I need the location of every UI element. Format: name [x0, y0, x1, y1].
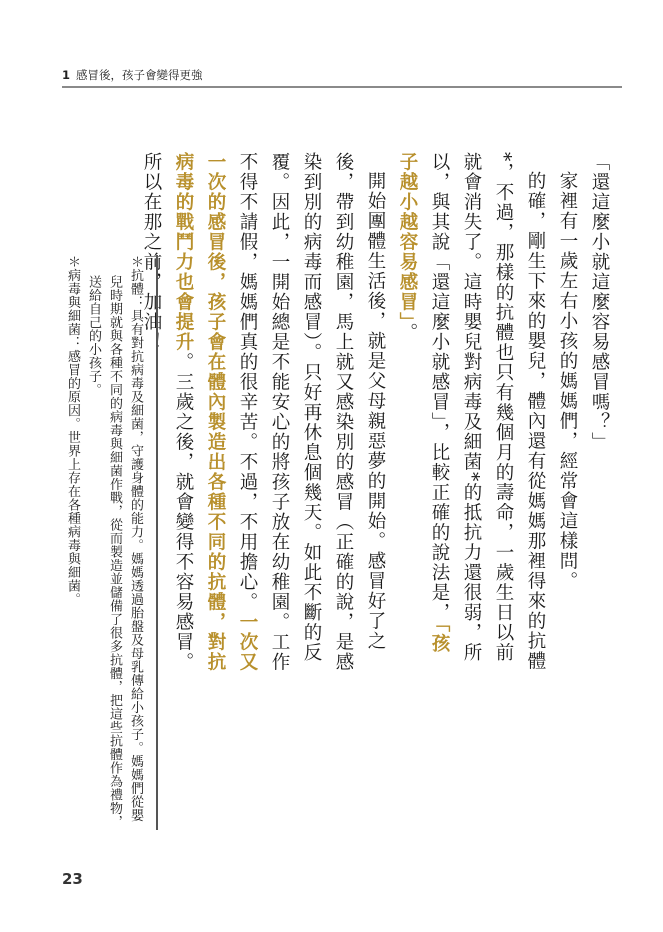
paragraph-2-end: 。: [397, 322, 418, 343]
paragraph-2-part-1: 的確，剛生下來的嬰兒，體內還有從媽媽那裡得來的抗體: [525, 170, 546, 671]
opening-quote: 「還這麼小就這麼容易感冒嗎？」: [589, 152, 610, 452]
chapter-number: 1: [62, 68, 71, 82]
footnote-text: ：具有對抗病毒及細菌，守護身體的能力。媽媽透過胎盤及母乳傳給小孩子。媽媽們從嬰兒時期就與各種不同的病毒與細菌作戰，從而製造並儲備了很多抗體，把這些抗體作為禮物，送給自己的小孩子。: [86, 274, 143, 828]
running-header: [62, 67, 203, 83]
page-number: 23: [62, 870, 83, 888]
paragraph-1: 家裡有一歲左右小孩的媽媽們，經常會這樣問。: [557, 170, 578, 591]
highlight-younger-more-colds: 「孩子越小越容易感冒」: [397, 152, 450, 654]
paragraph-3-part-1: 開始團體生活後，就是父母親惡夢的開始。感冒好了之後，帶到幼稚園，馬上就又感染別的感冒（正確的說，是感染到別的病毒而感冒）。只好再休息個幾天。如此不斷的反覆。因此，一開始總是不能安心的將孩子放在幼稚園。工作不得不請假，媽媽們真的很辛苦。不過，不用擔心。: [237, 152, 386, 672]
main-text: [135, 152, 615, 672]
footnote-term: 病毒與細菌: [65, 268, 80, 336]
footnote-mark: ＊: [65, 255, 80, 269]
header-divider: [62, 86, 622, 88]
paragraph-3-end: 。三歲之後，就會變得不容易感冒。所以在那之前，加油！: [141, 152, 194, 672]
highlight-antibodies-built: 一次又一次的感冒後，孩子會在體內製造出各種不同的抗體，對抗病毒的戰鬥力也會提升: [173, 152, 258, 672]
footnote-mark: ＊: [128, 255, 143, 269]
paragraph-3: [135, 152, 391, 672]
footnote-marker-virus: *: [461, 472, 482, 483]
footnotes: [60, 255, 158, 830]
footnote-virus-bacteria: [62, 255, 83, 830]
chapter-title: 感冒後，孩子會變得更強: [76, 68, 203, 82]
paragraph-2-part-3: 的抵抗力還很弱，所以，與其說「還這麼小就感冒」，比較正確的說法是，: [429, 152, 482, 663]
paragraph-2: [391, 152, 551, 672]
footnote-antibody: [83, 255, 146, 830]
footnote-text: ：感冒的原因。世界上存在各種病毒與細菌。: [65, 336, 80, 606]
footnote-term: 抗體: [128, 268, 143, 296]
paragraph-2-part-2: ，不過，那樣的抗體也只有幾個月的壽命，一歲生日以前就會消失了。這時嬰兒對病毒及細菌: [461, 152, 514, 663]
footnote-marker-antibody: *: [493, 152, 514, 163]
